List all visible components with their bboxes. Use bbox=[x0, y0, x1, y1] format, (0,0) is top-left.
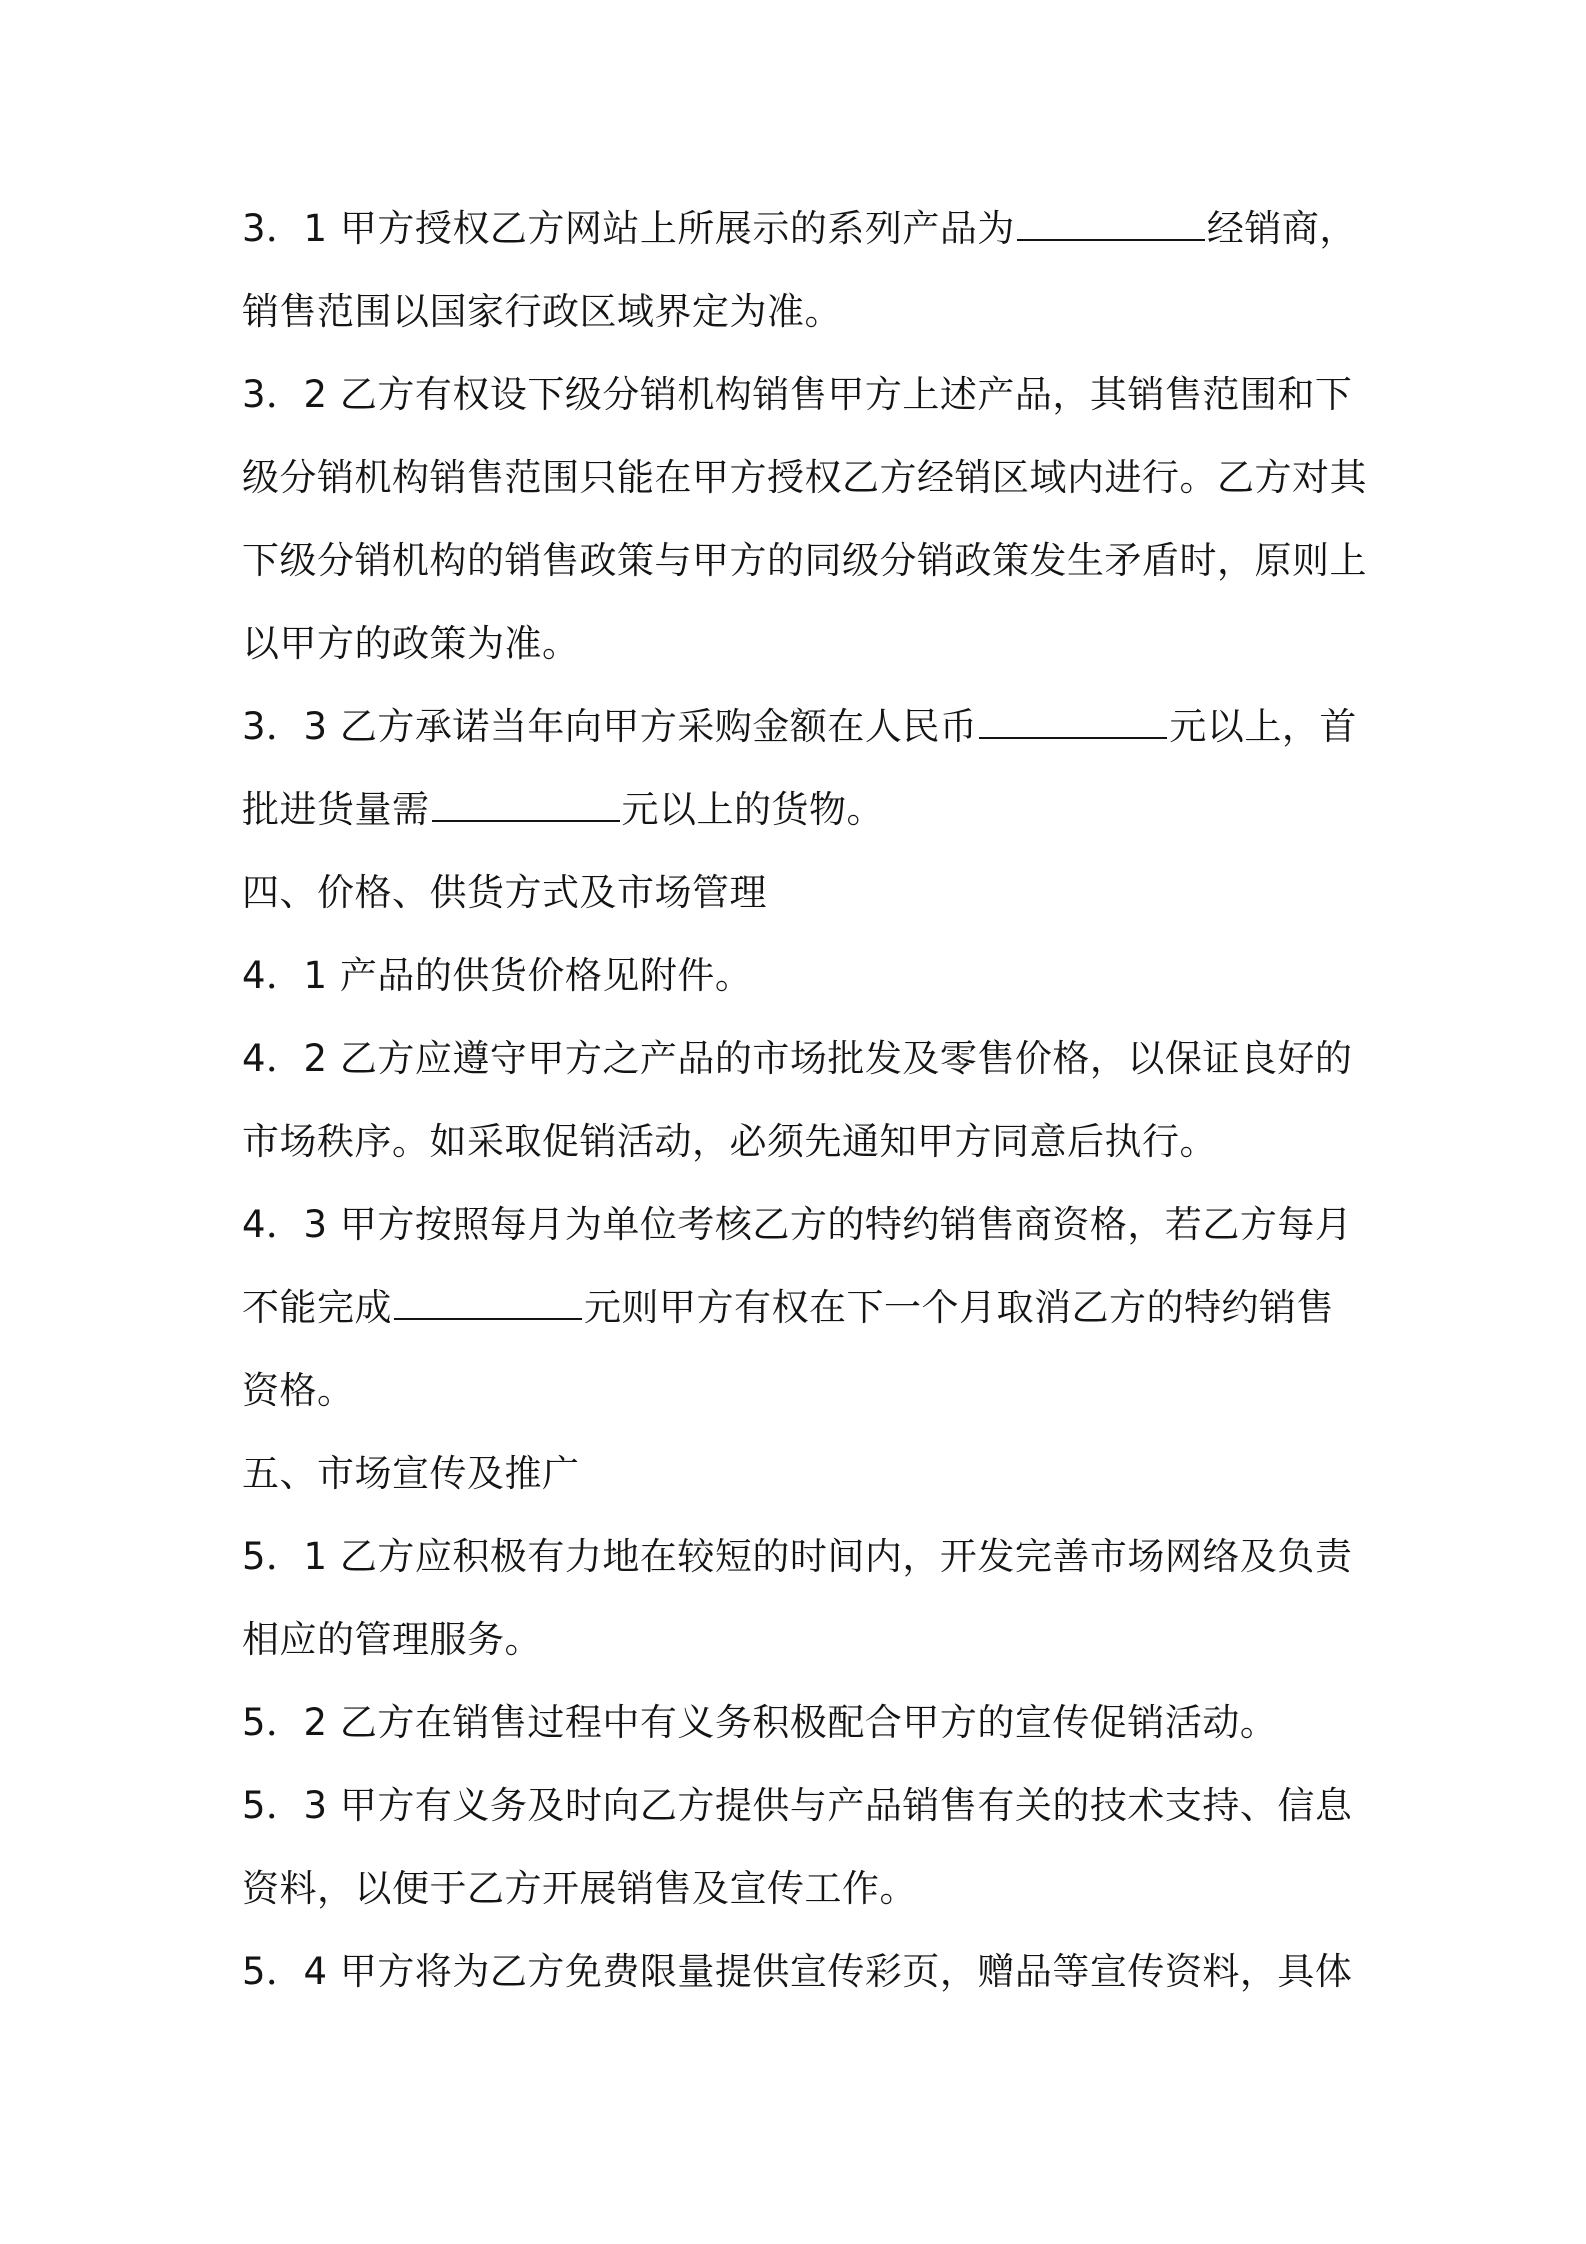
clause-4-3-line-3: 资格。 bbox=[242, 1369, 355, 1412]
clause-3-3-line-2 bbox=[242, 788, 1362, 832]
clause-3-2-line-1: 3．2 乙方有权设下级分销机构销售甲方上述产品，其销售范围和下 bbox=[242, 373, 1353, 416]
text-before-blank: 批进货量需 bbox=[242, 788, 430, 831]
clause-3-2-line-4: 以甲方的政策为准。 bbox=[242, 622, 580, 665]
clause-4-2-line-2: 市场秩序。如采取促销活动，必须先通知甲方同意后执行。 bbox=[242, 1120, 1217, 1163]
text-before-blank: 不能完成 bbox=[242, 1286, 392, 1329]
clause-5-3-line-2: 资料，以便于乙方开展销售及宣传工作。 bbox=[242, 1867, 917, 1910]
clause-3-3-line-1 bbox=[242, 705, 1362, 749]
clause-3-2-line-3: 下级分销机构的销售政策与甲方的同级分销政策发生矛盾时，原则上 bbox=[242, 539, 1367, 582]
text-after-blank: 元以上的货物。 bbox=[621, 788, 884, 831]
fill-in-blank[interactable] bbox=[1017, 209, 1205, 241]
clause-5-1-line-2: 相应的管理服务。 bbox=[242, 1618, 542, 1661]
clause-5-1-line-1: 5．1 乙方应积极有力地在较短的时间内，开发完善市场网络及负责 bbox=[242, 1535, 1353, 1578]
clause-3-1-line-2: 销售范围以国家行政区域界定为准。 bbox=[242, 290, 842, 333]
text-before-blank: 3．3 乙方承诺当年向甲方采购金额在人民币 bbox=[242, 705, 978, 748]
clause-4-3-line-2 bbox=[242, 1286, 1362, 1330]
text-after-blank: 经销商， bbox=[1206, 207, 1357, 250]
fill-in-blank[interactable] bbox=[432, 790, 620, 822]
clause-4-1: 4．1 产品的供货价格见附件。 bbox=[242, 954, 753, 997]
clause-4-3-line-1: 4．3 甲方按照每月为单位考核乙方的特约销售商资格，若乙方每月 bbox=[242, 1203, 1353, 1246]
clause-5-2: 5．2 乙方在销售过程中有义务积极配合甲方的宣传促销活动。 bbox=[242, 1701, 1278, 1744]
fill-in-blank[interactable] bbox=[979, 707, 1167, 739]
clause-4-2-line-1: 4．2 乙方应遵守甲方之产品的市场批发及零售价格，以保证良好的 bbox=[242, 1037, 1353, 1080]
clause-3-2-line-2: 级分销机构销售范围只能在甲方授权乙方经销区域内进行。乙方对其 bbox=[242, 456, 1367, 499]
clause-5-3-line-1: 5．3 甲方有义务及时向乙方提供与产品销售有关的技术支持、信息 bbox=[242, 1784, 1353, 1827]
clause-3-1-line-1 bbox=[242, 207, 1362, 251]
fill-in-blank[interactable] bbox=[394, 1288, 582, 1320]
section-4-heading: 四、价格、供货方式及市场管理 bbox=[242, 871, 767, 914]
text-after-blank: 元以上，首 bbox=[1169, 705, 1357, 748]
text-after-blank: 元则甲方有权在下一个月取消乙方的特约销售 bbox=[584, 1286, 1334, 1329]
section-5-heading: 五、市场宣传及推广 bbox=[242, 1452, 580, 1495]
text-before-blank: 3．1 甲方授权乙方网站上所展示的系列产品为 bbox=[242, 207, 1015, 250]
clause-5-4-line-1: 5．4 甲方将为乙方免费限量提供宣传彩页，赠品等宣传资料，具体 bbox=[242, 1950, 1353, 1993]
